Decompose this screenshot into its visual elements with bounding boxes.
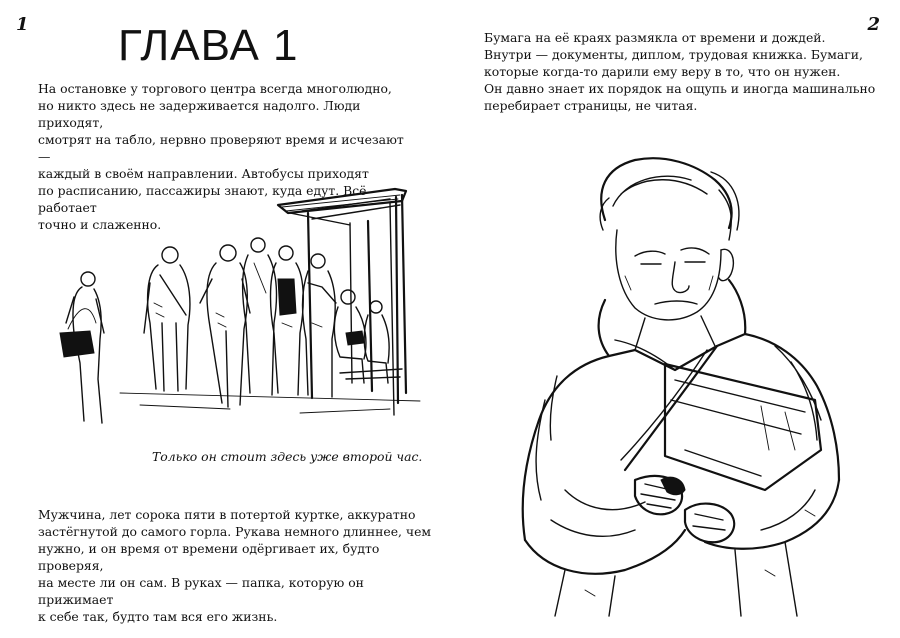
left-paragraph-1: На остановке у торгового центра всегда многолюдно, но никто здесь не задерживается надолго. Люди приходят, смотрят на табло, нервно проверяют время и исчезают — каждый в своём направлении. Автобусы приходят по расписанию, пассажиры знают, куда едут. Всё работает точно и слаженно. — [38, 81, 404, 232]
page-number-left: 1 — [16, 14, 29, 35]
right-paragraph-1: Бумага на её краях размякла от времени и дождей. Внутри — документы, диплом, трудовая книжка. Бумаги, которые когда-то дарили ему веру в то, что он нужен. Он давно знает их порядок на ощупь и иногда машинально перебирает страницы, не читая. — [484, 30, 876, 113]
illustration-caption: Только он стоит здесь уже второй час. — [152, 449, 423, 464]
bus-stop-sketch — [50, 183, 425, 428]
page-number-right: 2 — [867, 14, 880, 35]
man-with-folder-sketch — [485, 150, 875, 620]
chapter-title: ГЛАВА 1 — [118, 21, 299, 70]
left-paragraph-2: Мужчина, лет сорока пяти в потертой куртке, аккуратно застёгнутой до самого горла. Рукава немного длиннее, чем нужно, и он время от времени одёргивает их, будто проверяя, на месте ли он сам. В руках — папка, которую он прижимает к себе так, будто там вся его жизнь. — [38, 507, 432, 624]
